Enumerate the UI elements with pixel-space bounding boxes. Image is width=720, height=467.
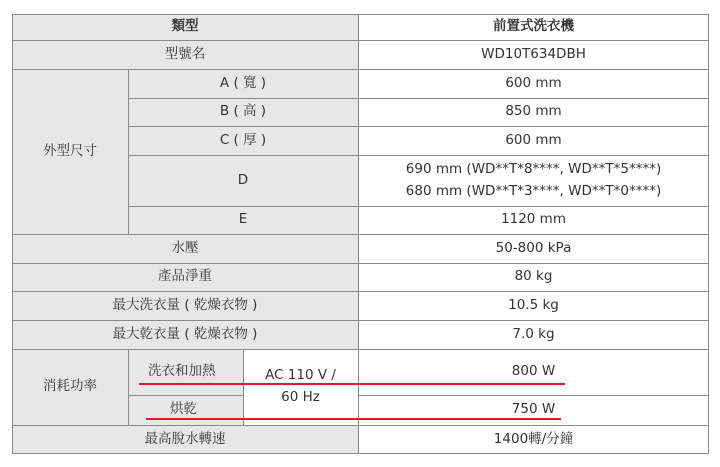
water-pressure-label-text: 水壓 (171, 239, 199, 256)
model-label-text: 型號名 (164, 45, 206, 62)
divider (128, 126, 709, 127)
border-bottom (12, 453, 709, 454)
net-weight-label-text: 產品淨重 (158, 268, 212, 285)
red-underline-dry (146, 418, 561, 420)
dry-label-text: 烘乾 (170, 401, 197, 418)
max-dry-label (12, 320, 358, 349)
red-underline-wash-heat (139, 383, 565, 385)
dry-value-text: 750 W (511, 401, 556, 418)
max-dry-label-text: 最大乾衣量 ( 乾燥衣物 ) (112, 325, 258, 342)
divider (12, 320, 709, 321)
water-pressure-value-text: 50-800 kPa (495, 239, 572, 256)
divider (12, 291, 709, 292)
model-label (12, 40, 358, 69)
header-product-text: 前置式洗衣機 (493, 18, 574, 35)
water-pressure-label (12, 234, 358, 263)
divider (12, 40, 709, 41)
divider (12, 234, 709, 235)
divider (358, 395, 709, 396)
dim-a-value (358, 69, 709, 98)
max-wash-label (12, 291, 358, 320)
divider (128, 98, 709, 99)
dim-d-value-line-2: 680 mm (WD**T*3****, WD**T*0****) (405, 182, 662, 199)
spec-table (12, 14, 709, 454)
spin-speed-label-text: 最高脫水轉速 (144, 430, 226, 447)
dim-e-label (128, 206, 358, 234)
dim-e-value (358, 206, 709, 234)
wash-heat-label-text: 洗衣和加熱 (148, 363, 216, 380)
header-type (12, 14, 358, 40)
net-weight-label (12, 263, 358, 291)
dim-d-value-line-1: 690 mm (WD**T*8****, WD**T*5****) (405, 160, 662, 177)
wash-heat-value (358, 349, 709, 395)
dimensions-group-text: 外型尺寸 (43, 142, 97, 159)
border-right (708, 14, 709, 454)
header-type-text: 類型 (171, 18, 199, 35)
spin-speed-label (12, 425, 358, 454)
voltage-line-2: 60 Hz (281, 389, 320, 405)
model-value (358, 40, 709, 69)
power-group-label (12, 349, 128, 425)
dim-b-value-text: 850 mm (505, 103, 562, 120)
max-wash-value (358, 291, 709, 320)
dimensions-group-label (12, 69, 128, 234)
dim-e-value-text: 1120 mm (501, 211, 566, 228)
dim-d-label (128, 155, 358, 206)
dim-a-label (128, 69, 358, 98)
dim-c-value (358, 126, 709, 155)
divider (12, 69, 709, 70)
dim-c-label-text: C ( 厚 ) (219, 131, 267, 148)
voltage-line-1: AC 110 V / (265, 367, 336, 384)
divider (12, 349, 709, 350)
dry-value (358, 395, 709, 425)
dim-a-label-text: A ( 寬 ) (219, 74, 267, 91)
max-dry-value (358, 320, 709, 349)
divider (358, 14, 359, 454)
spin-speed-value-text: 1400轉/分鐘 (493, 430, 574, 447)
net-weight-value-text: 80 kg (514, 268, 553, 285)
model-value-text: WD10T634DBH (481, 45, 586, 62)
voltage-cell (243, 349, 358, 425)
wash-heat-value-text: 800 W (511, 363, 556, 380)
dim-c-label (128, 126, 358, 155)
divider (12, 425, 709, 426)
border-left (12, 14, 13, 454)
max-dry-value-text: 7.0 kg (512, 325, 555, 342)
dim-c-value-text: 600 mm (505, 131, 562, 148)
divider (128, 349, 129, 425)
dim-b-label (128, 98, 358, 126)
dry-label (128, 395, 243, 425)
spin-speed-value (358, 425, 709, 454)
power-group-text: 消耗功率 (43, 378, 97, 395)
max-wash-label-text: 最大洗衣量 ( 乾燥衣物 ) (112, 296, 258, 313)
water-pressure-value (358, 234, 709, 263)
dim-b-label-text: B ( 高 ) (219, 103, 267, 120)
dim-e-label-text: E (238, 211, 248, 228)
header-product (358, 14, 709, 40)
divider (128, 155, 709, 156)
divider (243, 349, 244, 425)
dim-d-value (358, 155, 709, 206)
dim-b-value (358, 98, 709, 126)
wash-heat-label (128, 349, 243, 395)
net-weight-value (358, 263, 709, 291)
divider (128, 69, 129, 234)
border-top (12, 14, 709, 15)
dim-d-label-text: D (237, 171, 249, 188)
divider (12, 263, 709, 264)
dim-a-value-text: 600 mm (505, 74, 562, 91)
max-wash-value-text: 10.5 kg (508, 296, 559, 313)
divider (128, 395, 243, 396)
divider (128, 206, 709, 207)
